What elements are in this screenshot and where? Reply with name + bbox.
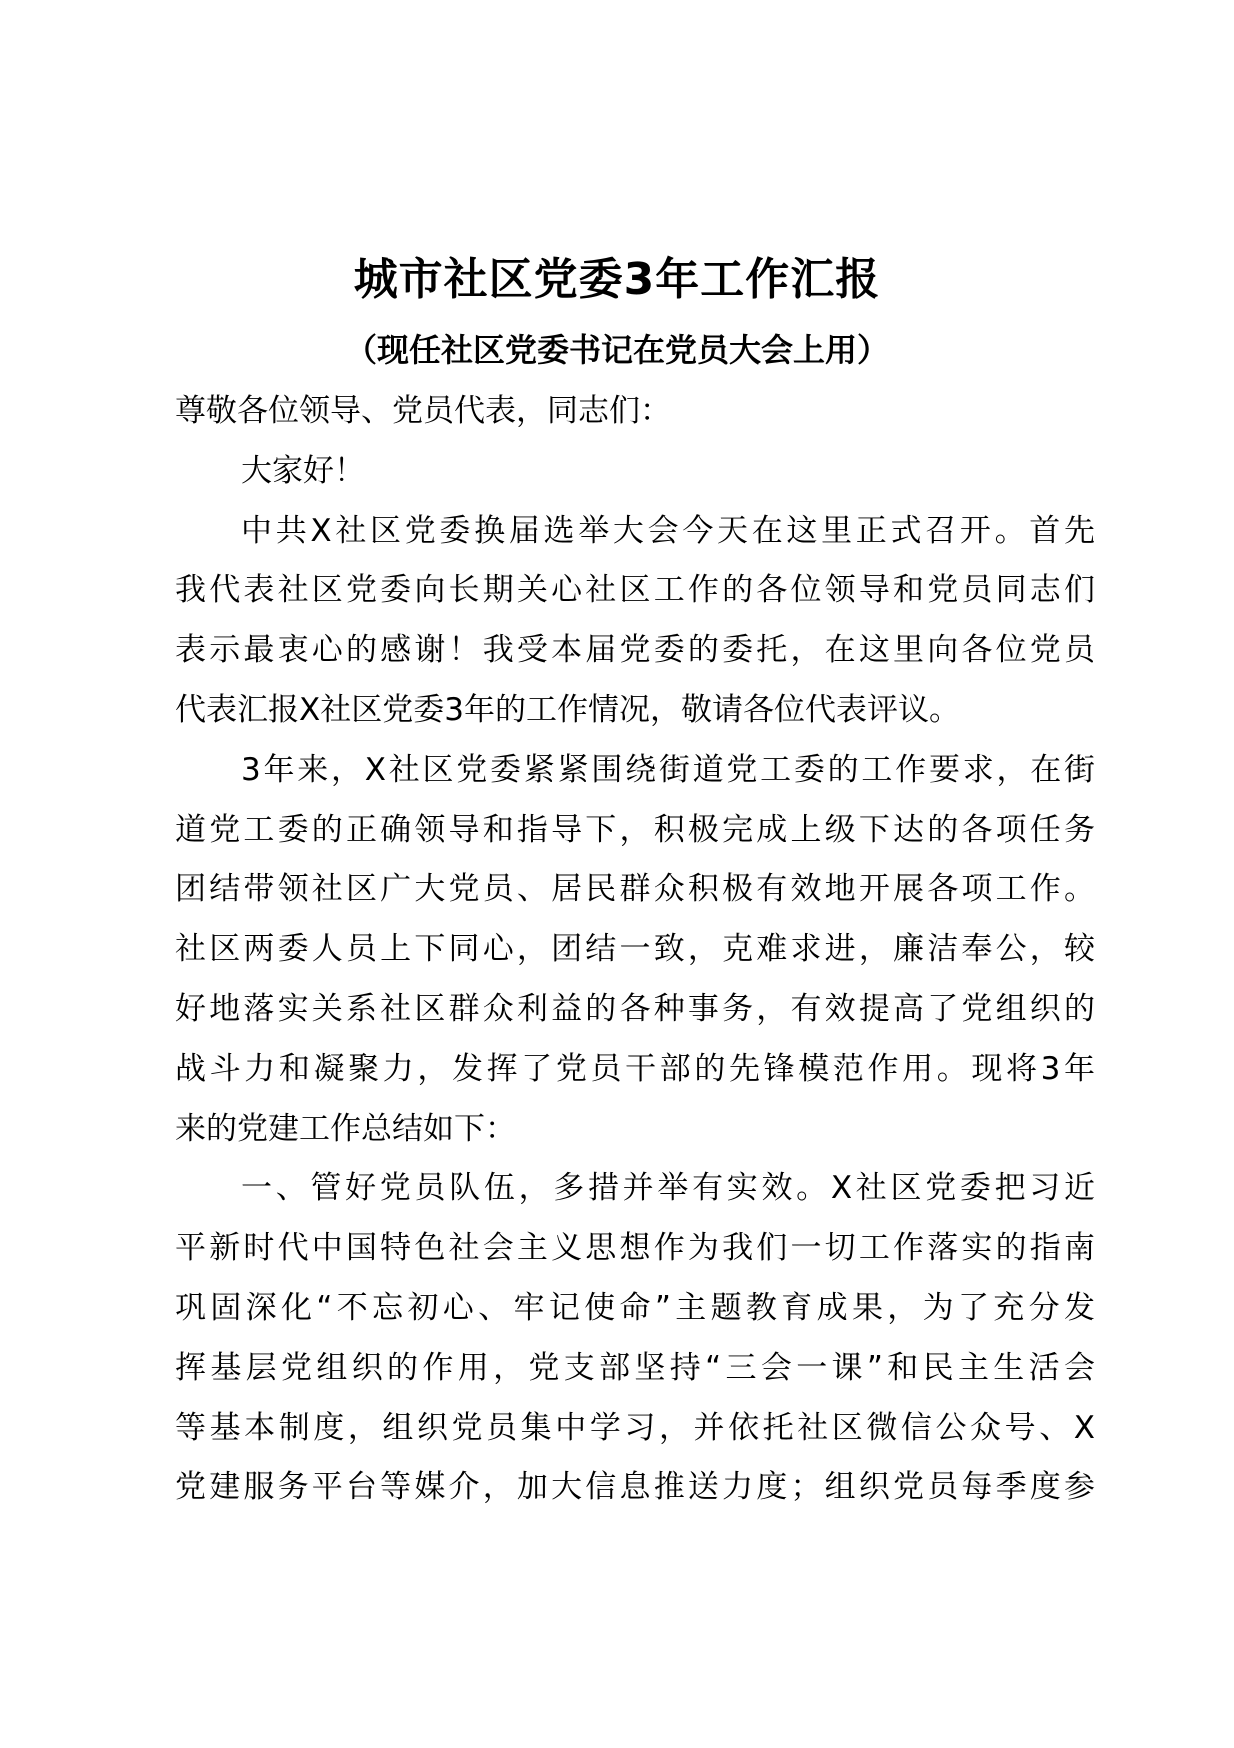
body-line: 代表汇报X社区党委3年的工作情况，敬请各位代表评议。 (175, 691, 960, 728)
body-line: 团结带领社区广大党员、居民群众积极有效地开展各项工作。 (175, 871, 1095, 908)
body-line: 社区两委人员上下同心，团结一致，克难求进，廉洁奉公，较 (175, 931, 1095, 968)
greeting-line: 大家好！ (241, 452, 365, 489)
document-subtitle: （现任社区党委书记在党员大会上用） (344, 331, 889, 369)
document-title: 城市社区党委3年工作汇报 (353, 254, 881, 305)
body-line: 好地落实关系社区群众利益的各种事务，有效提高了党组织的 (175, 990, 1095, 1027)
body-line: 战斗力和凝聚力，发挥了党员干部的先锋模范作用。现将3年 (175, 1050, 1095, 1087)
body-line: 巩固深化“不忘初心、牢记使命”主题教育成果，为了充分发 (175, 1289, 1095, 1326)
body-line: 3年来，X社区党委紧紧围绕街道党工委的工作要求，在街 (241, 751, 1095, 788)
body-line: 表示最衷心的感谢！我受本届党委的委托，在这里向各位党员 (175, 632, 1095, 669)
body-line: 道党工委的正确领导和指导下，积极完成上级下达的各项任务 (175, 811, 1095, 848)
body-line: 平新时代中国特色社会主义思想作为我们一切工作落实的指南 (175, 1230, 1095, 1267)
body-line: 等基本制度，组织党员集中学习，并依托社区微信公众号、X (175, 1409, 1095, 1446)
body-line: 挥基层党组织的作用，党支部坚持“三会一课”和民主生活会 (175, 1349, 1095, 1386)
document-body (175, 382, 1095, 1518)
body-line: 我代表社区党委向长期关心社区工作的各位领导和党员同志们 (175, 572, 1095, 609)
body-line: 党建服务平台等媒介，加大信息推送力度；组织党员每季度参 (175, 1469, 1095, 1506)
body-line: 来的党建工作总结如下： (175, 1110, 516, 1147)
salutation-line: 尊敬各位领导、党员代表，同志们： (175, 393, 671, 429)
body-line: 中共X社区党委换届选举大会今天在这里正式召开。首先 (241, 512, 1095, 549)
section-heading-line: 一、管好党员队伍，多措并举有实效。X社区党委把习近 (241, 1170, 1095, 1207)
